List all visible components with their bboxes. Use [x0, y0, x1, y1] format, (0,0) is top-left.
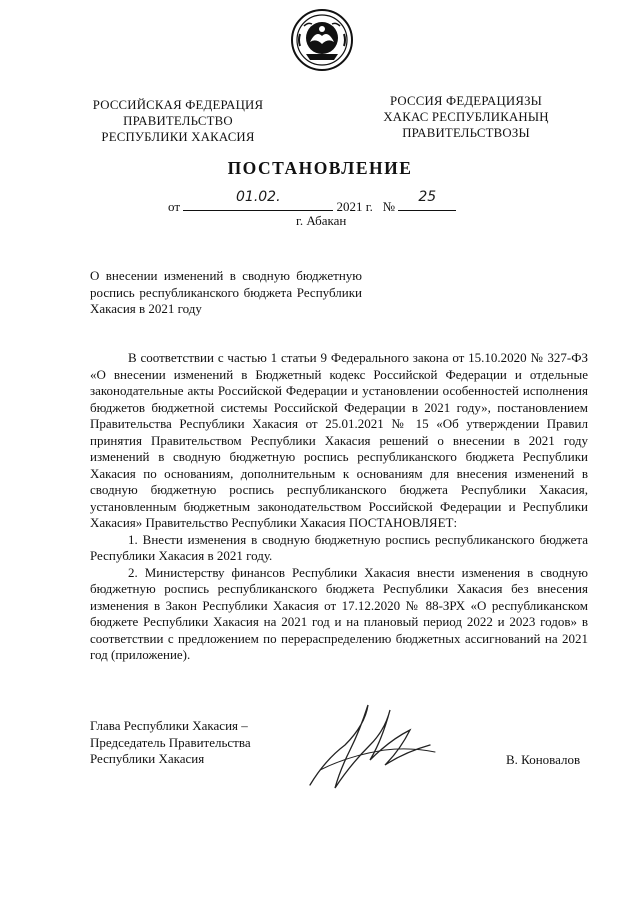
year-label: 2021 г.	[336, 199, 373, 214]
body-preamble: В соответствии с частью 1 статьи 9 Федерального закона от 15.10.2020 № 327-ФЗ «О внесении изменений в Бюджетный кодекс Российской Федерации и отдельные законодательные акты Российской Федерации и установлении особенностей исполнения бюджетов бюджетной системы Российской Федерации в 2021 году», постановлением Правительства Республики Хакасия от 25.01.2021 № 15 «Об утверждении Правил принятия Правительством Республики Хакасия решений о внесении в 2021 году изменений в сводную бюджетную роспись республиканского бюджета Республики Хакасия по основаниям, дополнительным к основаниям для внесения изменений в сводную бюджетную роспись республиканского бюджета Республики Хакасия, установленным бюджетным законодательством Российской Федерации и Республики Хакасия» Правительство Республики Хакасия ПОСТАНОВЛЯЕТ:	[90, 350, 588, 530]
city-label: г. Абакан	[296, 213, 347, 228]
date-field	[183, 189, 333, 211]
header-right-line-1: РОССИЯ ФЕДЕРАЦИЯЗЫ	[389, 94, 543, 108]
header-left-line-2: ПРАВИТЕЛЬСТВО	[123, 114, 233, 128]
header-left-line-3: РЕСПУБЛИКИ ХАКАСИЯ	[101, 130, 255, 144]
signatory-title-line-3: Республики Хакасия	[90, 751, 205, 766]
document-subject: О внесении изменений в сводную бюджетную роспись республиканского бюджета Республики Хакасия в 2021 году	[90, 268, 362, 316]
document-title: ПОСТАНОВЛЕНИЕ	[227, 158, 413, 178]
document-body	[90, 350, 588, 664]
signatory-title	[90, 718, 290, 768]
header-right-line-3: ПРАВИТЕЛЬСТВОЗЫ	[402, 126, 530, 140]
body-item-1: 1. Внести изменения в сводную бюджетную роспись республиканского бюджета Республики Хакасия в 2021 году.	[90, 531, 588, 563]
header-right-line-2: ХАКАС РЕСПУБЛИКАНЫҢ	[383, 110, 549, 124]
header-right	[366, 93, 566, 141]
header-left	[78, 97, 278, 145]
body-item-2: 2. Министерству финансов Республики Хакасия внести изменения в сводную бюджетную роспись республиканского бюджета Республики Хакасия без внесения изменения в Закон Республики Хакасия от 17.12.2020 № 88-ЗРХ «О республиканском бюджете Республики Хакасия на 2021 год и на плановый период 2022 и 2023 годов» в соответствии с предложением по перераспределению бюджетных ассигнований на 2021 год (приложение).	[90, 564, 588, 662]
signatory-title-line-1: Глава Республики Хакасия –	[90, 718, 248, 733]
handwritten-signature-icon	[290, 690, 440, 800]
number-label: №	[382, 199, 396, 214]
coat-of-arms-emblem-icon	[290, 8, 354, 72]
date-handwritten: 01.02.	[236, 189, 281, 205]
header-left-line-1: РОССИЙСКАЯ ФЕДЕРАЦИЯ	[92, 98, 264, 112]
from-label: от	[168, 199, 181, 214]
signatory-name: В. Коновалов	[506, 752, 581, 767]
number-field	[398, 189, 456, 211]
signatory-title-line-2: Председатель Правительства	[90, 734, 251, 750]
number-handwritten: 25	[418, 189, 437, 205]
